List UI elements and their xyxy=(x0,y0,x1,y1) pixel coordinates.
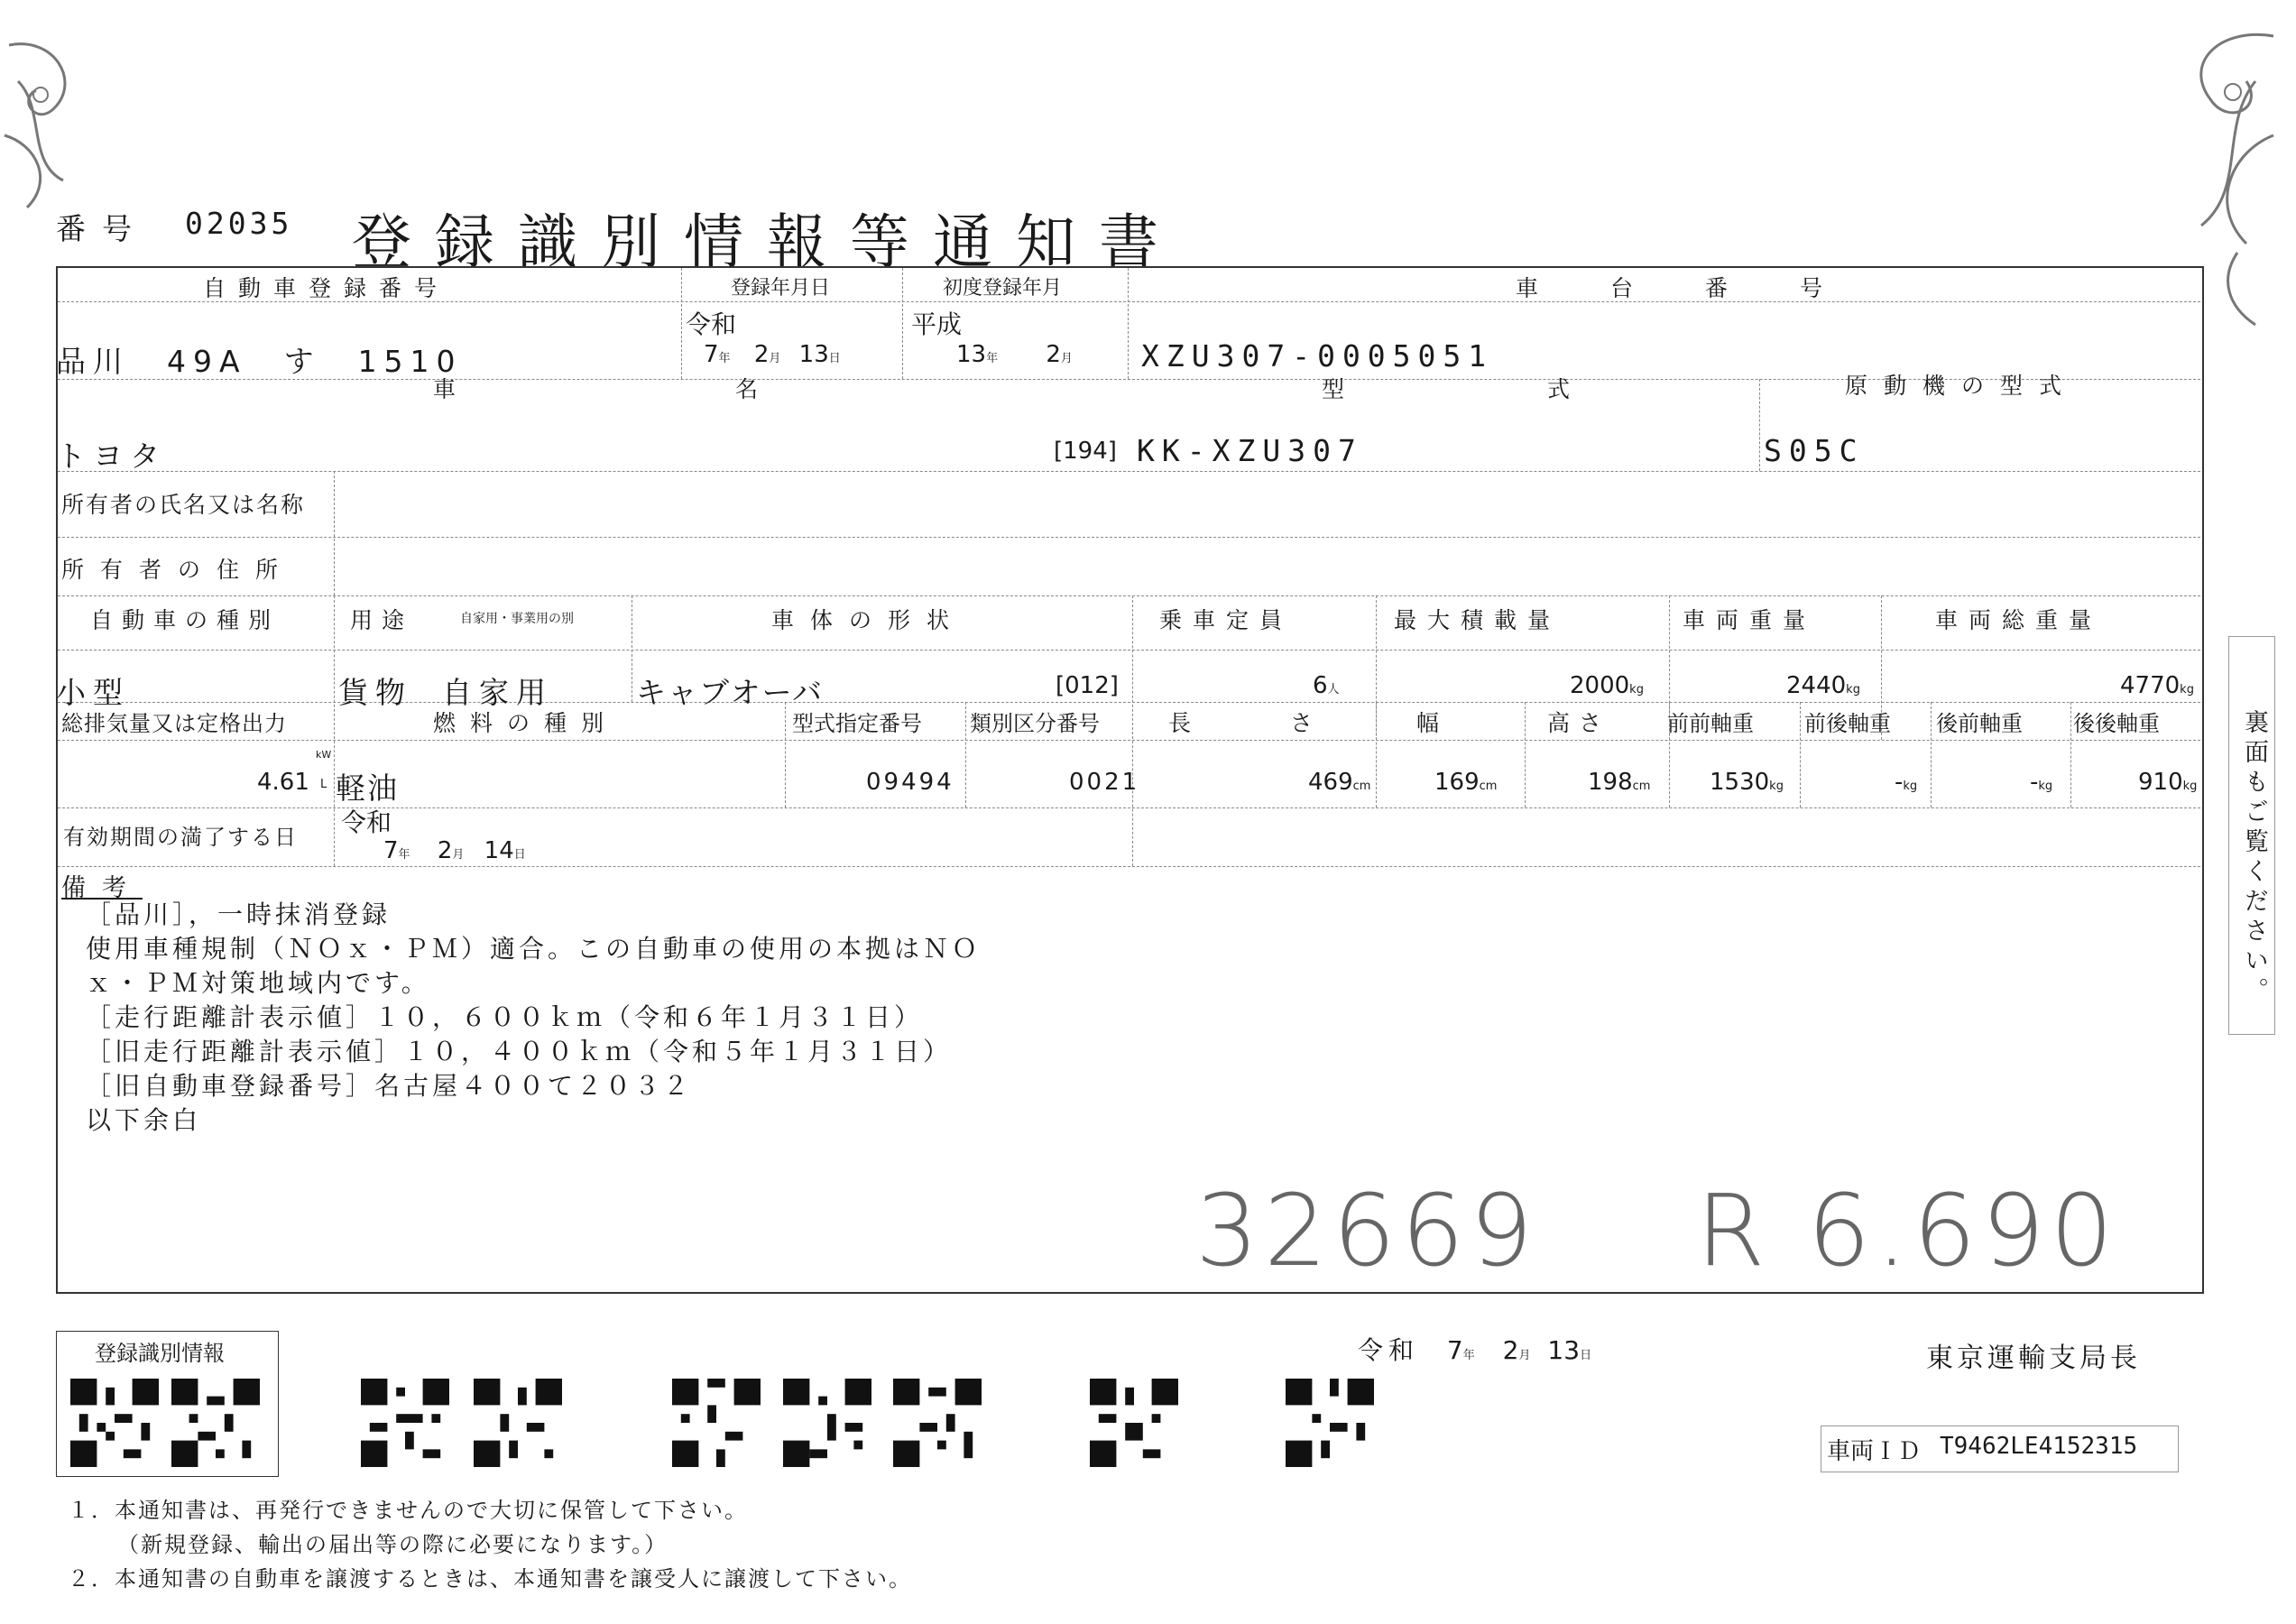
remark-line: ［旧走行距離計表示値］１０，４００ｋｍ（令和５年１月３１日） xyxy=(86,1037,953,1066)
qr-code-icon xyxy=(70,1379,159,1467)
reg-date-label: 登録年月日 xyxy=(731,277,831,300)
grid-line xyxy=(334,471,335,595)
grid-line xyxy=(902,268,903,379)
class-number-label: 類別区分番号 xyxy=(970,711,1100,736)
remarks-label: 備考 xyxy=(61,874,143,902)
fuel-type-value: 軽油 xyxy=(336,770,399,806)
remark-line: ［旧自動車登録番号］名古屋４００て２０３２ xyxy=(86,1071,693,1101)
length-value: 469cm xyxy=(1308,769,1371,796)
remark-line: ［走行距離計表示値］１０，６００ｋｍ（令和６年１月３１日） xyxy=(86,1002,924,1032)
qr-code-icon xyxy=(1090,1379,1178,1467)
body-shape-code: [012] xyxy=(1056,672,1119,699)
side-note-text: 裏面もご覧ください。 xyxy=(2240,709,2268,1007)
first-reg-value: 13年 2月 xyxy=(956,341,1073,368)
capacity-value: 6人 xyxy=(1313,672,1340,699)
grid-line xyxy=(58,471,2200,472)
expiry-date-value: 7年 2月 14日 xyxy=(383,837,526,864)
see-reverse-side-note xyxy=(2228,636,2275,1035)
footer-notes xyxy=(68,1493,912,1596)
car-name-label-1: 車 xyxy=(433,376,469,402)
private-business-value: 自家用 xyxy=(442,675,553,710)
qr-info-label: 登録識別情報 xyxy=(95,1341,225,1366)
remark-line: ｘ・ＰＭ対策地域内です。 xyxy=(86,968,430,998)
owner-name-label: 所有者の氏名又は名称 xyxy=(61,492,306,518)
max-load-value: 2000kg xyxy=(1570,672,1644,699)
qr-code-icon xyxy=(171,1379,260,1467)
model-designation-value: 09494 xyxy=(866,769,954,796)
class-number-value: 0021 xyxy=(1069,769,1140,796)
chassis-value: XZU307-0005051 xyxy=(1141,338,1494,374)
footer-note: （新規登録、輸出の届出等の際に必要になります。） xyxy=(117,1532,669,1557)
engine-model-value: S05C xyxy=(1764,433,1865,468)
gross-weight-value: 4770kg xyxy=(2120,672,2194,699)
remark-line: 使用車種規制（ＮＯｘ・ＰＭ）適合。この自動車の使用の本拠はＮＯ xyxy=(86,934,982,964)
reg-date-value: 7年 2月 13日 xyxy=(704,341,841,368)
displacement-unit-l: L xyxy=(320,778,327,791)
grid-line xyxy=(1759,379,1760,471)
height-value: 198cm xyxy=(1588,769,1651,796)
rear-front-axle-label: 後前軸重 xyxy=(1936,711,2023,736)
footer-note: ２．本通知書の自動車を譲渡するときは、本通知書を譲受人に譲渡して下さい。 xyxy=(68,1566,912,1592)
grid-line xyxy=(1132,595,1133,866)
first-reg-era: 平成 xyxy=(911,309,963,339)
max-load-label: 最大積載量 xyxy=(1394,607,1562,633)
front-rear-axle-label: 前後軸重 xyxy=(1804,711,1891,736)
grid-line xyxy=(58,595,2200,596)
vehicle-id-label: 車両ＩＤ xyxy=(1827,1438,1922,1465)
rear-rear-axle-label: 後後軸重 xyxy=(2073,711,2160,736)
grid-line xyxy=(1525,702,1526,807)
use-label: 用途 xyxy=(350,607,414,633)
grid-line xyxy=(965,702,966,807)
reg-date-era: 令和 xyxy=(686,309,737,339)
reg-number-label: 自動車登録番号 xyxy=(203,275,450,301)
qr-code-icon xyxy=(1286,1379,1374,1467)
grid-line xyxy=(1800,702,1801,807)
engine-model-label: 原動機の型式 xyxy=(1845,373,2079,399)
body-shape-value: キャブオーバ xyxy=(636,675,825,710)
model-value: KK-XZU307 xyxy=(1137,433,1363,468)
number-label: 番号 xyxy=(56,211,148,246)
handwritten-number-left: 32669 xyxy=(1195,1173,1538,1288)
qr-code-icon xyxy=(361,1379,449,1467)
vehicle-kind-value: 小型 xyxy=(56,675,130,710)
vehicle-kind-label: 自動車の種別 xyxy=(90,607,281,633)
front-front-axle-label: 前前軸重 xyxy=(1667,711,1754,736)
front-front-axle-value: 1530kg xyxy=(1710,769,1784,796)
displacement-unit-kw: kW xyxy=(316,749,332,761)
gross-weight-label: 車両総重量 xyxy=(1935,607,2103,633)
vehicle-weight-label: 車両重量 xyxy=(1683,607,1817,633)
grid-line xyxy=(2070,702,2071,807)
vehicle-id-value: T9462LE4152315 xyxy=(1940,1433,2138,1460)
front-rear-axle-value: -kg xyxy=(1895,769,1918,796)
issue-date: 令和 7年 2月 13日 xyxy=(1358,1335,1592,1365)
body-shape-label: 車体の形状 xyxy=(771,607,966,633)
fuel-type-label: 燃料の種別 xyxy=(433,710,619,736)
qr-code-icon xyxy=(893,1379,982,1467)
remarks-block xyxy=(86,898,981,1138)
grid-line xyxy=(334,595,335,866)
expiry-label: 有効期間の満了する日 xyxy=(63,825,298,850)
width-label: 幅 xyxy=(1416,710,1452,736)
rear-front-axle-value: -kg xyxy=(2030,769,2053,796)
grid-line xyxy=(785,702,786,807)
first-reg-label: 初度登録年月 xyxy=(943,277,1063,300)
remark-line: ［品川］，一時抹消登録 xyxy=(86,900,392,929)
capacity-label: 乗車定員 xyxy=(1159,607,1294,633)
length-label: 長さ xyxy=(1168,710,1413,736)
reg-number-value: 品川 49A す 1510 xyxy=(56,344,463,379)
issuer-name: 東京運輸支局長 xyxy=(1926,1343,2141,1374)
grid-line xyxy=(58,740,2200,741)
height-label: 高さ xyxy=(1547,710,1611,736)
grid-line xyxy=(58,866,2200,867)
model-label-1: 型 xyxy=(1322,376,1358,402)
car-name-label-2: 名 xyxy=(735,376,771,402)
displacement-value: 4.61 xyxy=(257,769,309,796)
private-business-label: 自家用・事業用の別 xyxy=(460,612,574,626)
expiry-era: 令和 xyxy=(341,807,392,837)
remark-line: 以下余白 xyxy=(86,1105,202,1135)
qr-code-icon xyxy=(474,1379,562,1467)
vehicle-weight-value: 2440kg xyxy=(1786,672,1860,699)
chassis-label: 車台番号 xyxy=(1516,275,1895,301)
qr-code-icon xyxy=(783,1379,871,1467)
grid-line xyxy=(1128,268,1129,379)
displacement-label: 総排気量又は定格出力 xyxy=(61,711,287,736)
qr-code-icon xyxy=(672,1379,761,1467)
model-code: [194] xyxy=(1054,438,1117,465)
footer-note: １．本通知書は、再発行できませんので大切に保管して下さい。 xyxy=(68,1498,748,1523)
grid-line xyxy=(1931,702,1932,807)
use-value: 貨物 xyxy=(338,675,412,710)
rear-rear-axle-value: 910kg xyxy=(2138,769,2198,796)
handwritten-number-right: R 6.690 xyxy=(1696,1173,2119,1288)
width-value: 169cm xyxy=(1434,769,1498,796)
model-designation-label: 型式指定番号 xyxy=(792,711,922,736)
document-title: 登録識別情報等通知書 xyxy=(352,208,1182,277)
car-name-value: トヨタ xyxy=(56,438,167,474)
grid-line xyxy=(58,537,2200,538)
number-value: 02035 xyxy=(185,206,293,241)
model-label-2: 式 xyxy=(1547,376,1583,402)
grid-line xyxy=(58,650,2200,651)
owner-address-label: 所有者の住所 xyxy=(61,557,295,583)
grid-line xyxy=(681,268,682,379)
